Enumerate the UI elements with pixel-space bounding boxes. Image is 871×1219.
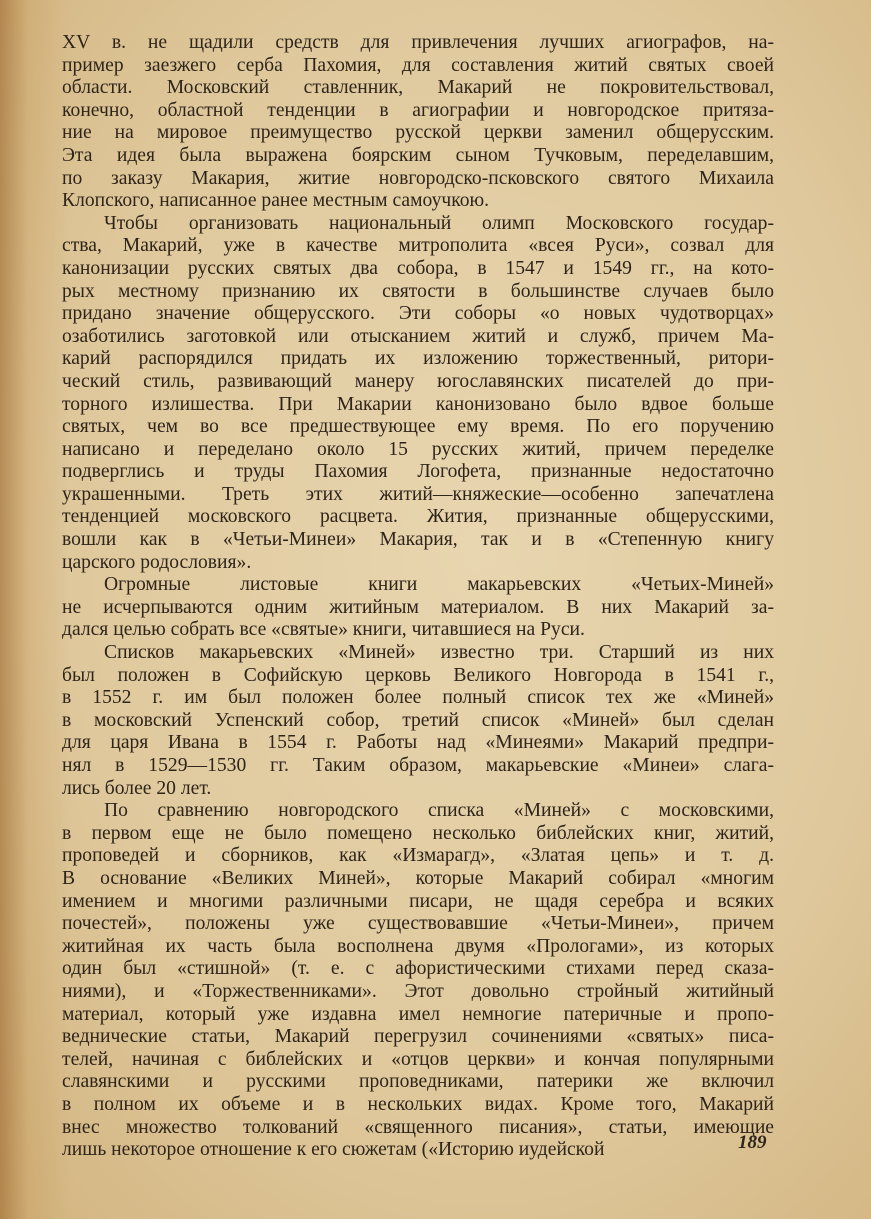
paragraph — [62, 800, 774, 1162]
text-line: вошли как в «Четьи-Минеи» Макария, так и в «Степенную книгу — [62, 529, 774, 551]
text-line: по заказу Макария, житие новгородско-псковского святого Михаила — [62, 167, 774, 189]
text-line: Клопского, написанное ранее местным самоучкою. — [62, 190, 490, 212]
text-line: веднические статьи, Макарий перегрузил сочинениями «святых» писа- — [62, 1026, 774, 1048]
text-line: области. Московский ставленник, Макарий не покровительствовал, — [62, 77, 774, 99]
text-line: Чтобы организовать национальный олимп Московского государ- — [104, 212, 774, 234]
text-line: придано значение общерусского. Эти соборы «о новых чудотворцах» — [62, 303, 774, 325]
text-line: Огромные листовые книги макарьевских «Четьих-Миней» — [104, 574, 774, 596]
text-line: в московский Успенский собор, третий список «Миней» был сделан — [62, 709, 774, 731]
text-line: был положен в Софийскую церковь Великого Новгорода в 1541 г., — [62, 664, 774, 686]
text-line: торного излишества. При Макарии канонизовано было вдвое больше — [62, 393, 774, 415]
paragraph — [62, 574, 774, 642]
body-text — [62, 32, 774, 1162]
text-line: лишь некоторое отношение к его сюжетам («Историю иудейской — [62, 1139, 605, 1161]
text-line: По сравнению новгородского списка «Миней» с московскими, — [104, 800, 774, 822]
text-line: дался целью собрать все «святые» книги, читавшиеся на Руси. — [62, 619, 585, 641]
text-line: один был «стишной» (т. е. с афористическими стихами перед сказа- — [62, 958, 774, 980]
text-line: царского родословия». — [62, 551, 252, 573]
text-line: в первом еще не было помещено несколько библейских книг, житий, — [62, 822, 774, 844]
text-line: телей, начиная с библейских и «отцов церкви» и кончая популярными — [62, 1048, 774, 1070]
paragraph — [62, 642, 774, 800]
text-line: ние на мировое преимущество русской церкви заменил общерусским. — [62, 122, 774, 144]
text-line: озаботились заготовкой или отысканием житий и служб, причем Ма- — [62, 325, 774, 347]
text-line: Эта идея была выражена боярским сыном Тучковым, переделавшим, — [62, 144, 774, 166]
text-line: конечно, областной тенденции в агиографии и новгородское притяза- — [62, 99, 774, 121]
text-line: нял в 1529—1530 гг. Таким образом, макарьевские «Минеи» слага- — [62, 755, 774, 776]
text-line: не исчерпываются одним житийным материалом. В них Макарий за- — [62, 596, 774, 618]
page-number: 189 — [738, 1132, 767, 1153]
text-line: материал, который уже издавна имел немногие патеричные и пропо- — [62, 1003, 774, 1025]
text-line: подверглись и труды Пахомия Логофета, признанные недостаточно — [62, 461, 774, 483]
text-line: Списков макарьевских «Миней» известно три. Старший из них — [104, 642, 774, 664]
text-line: проповедей и сборников, как «Измарагд», «Златая цепь» и т. д. — [62, 845, 774, 867]
text-line: XV в. не щадили средств для привлечения лучших агиографов, на- — [62, 32, 774, 53]
text-line: житийная их часть была восполнена двумя «Прологами», из которых — [62, 935, 774, 957]
text-line: ческий стиль, развивающий манеру югославянских писателей до при- — [62, 370, 774, 392]
text-line: пример заезжего серба Пахомия, для составления житий святых своей — [62, 54, 774, 76]
text-line: рых местному признанию их святости в большинстве случаев было — [62, 280, 774, 302]
text-line: ства, Макарий, уже в качестве митрополита «всея Руси», созвал для — [62, 235, 774, 257]
text-line: карий распорядился придать их изложению торжественный, ритори- — [62, 348, 774, 370]
paragraph — [62, 213, 774, 575]
paragraph — [62, 32, 774, 213]
text-line: написано и переделано около 15 русских житий, причем переделке — [62, 438, 774, 460]
text-line: тенденцией московского расцвета. Жития, признанные общерусскими, — [62, 506, 774, 528]
text-line: святых, чем во все предшествующее ему время. По его поручению — [62, 416, 774, 438]
text-line: почестей», положены уже существовавшие «Четьи-Минеи», причем — [62, 913, 774, 935]
text-line: славянскими и русскими проповедниками, патерики же включил — [62, 1071, 774, 1093]
text-line: внес множество толкований «священного писания», статьи, имеющие — [62, 1116, 774, 1138]
text-line: в полном их объеме и в нескольких видах. Кроме того, Макарий — [62, 1093, 774, 1115]
text-line: в 1552 г. им был положен более полный список тех же «Миней» — [62, 687, 774, 709]
text-line: В основание «Великих Миней», которые Макарий собирал «многим — [62, 867, 774, 889]
text-line: ниями), и «Торжественниками». Этот довольно стройный житийный — [62, 980, 774, 1002]
text-line: лись более 20 лет. — [62, 777, 212, 799]
text-line: украшенными. Треть этих житий—княжеские—особенно запечатлена — [62, 483, 774, 505]
text-line: канонизации русских святых два собора, в 1547 и 1549 гг., на кото- — [62, 257, 774, 279]
text-line: имением и многими различными писари, не щадя серебра и всяких — [62, 890, 774, 912]
text-line: для царя Ивана в 1554 г. Работы над «Минеями» Макарий предпри- — [62, 732, 774, 754]
